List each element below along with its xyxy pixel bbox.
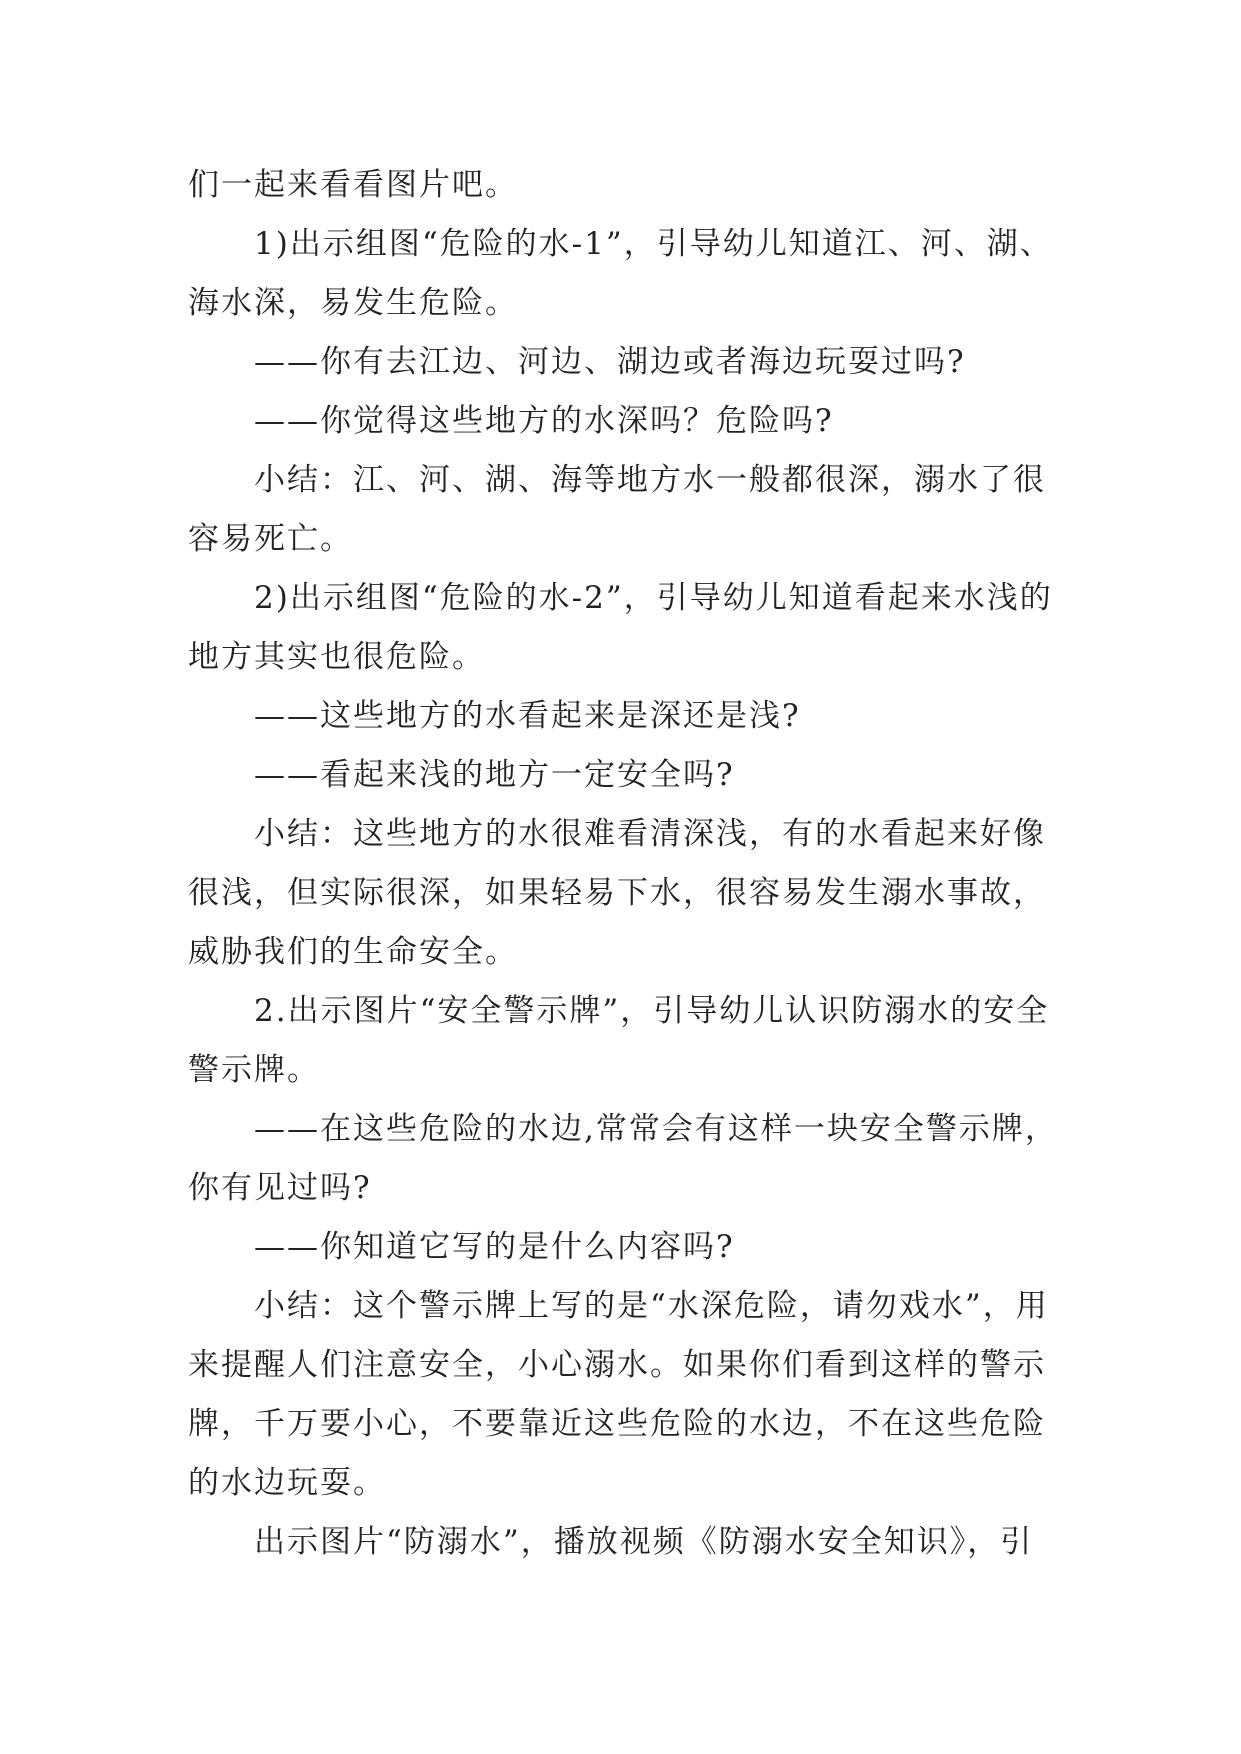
paragraph: ——你有去江边、河边、湖边或者海边玩耍过吗? [254, 344, 966, 380]
document-body [188, 156, 1068, 1572]
paragraph: ——看起来浅的地方一定安全吗? [254, 757, 735, 793]
paragraph: 2)出示组图“危险的水-2”，引导幼儿知道看起来水浅的地方其实也很危险。 [188, 580, 1053, 675]
paragraph: 1)出示组图“危险的水-1”，引导幼儿知道江、河、湖、海水深，易发生危险。 [188, 226, 1053, 321]
paragraph: 小结：这个警示牌上写的是“水深危险，请勿戏水”，用来提醒人们注意安全，小心溺水。如果你们看到这样的警示牌，千万要小心，不要靠近这些危险的水边，不在这些危险的水边玩耍。 [188, 1288, 1049, 1501]
paragraph: ——你觉得这些地方的水深吗？危险吗? [254, 403, 834, 439]
paragraph: 2.出示图片“安全警示牌”，引导幼儿认识防溺水的安全警示牌。 [188, 993, 1050, 1088]
paragraph: ——你知道它写的是什么内容吗? [254, 1229, 735, 1265]
paragraph: ——在这些危险的水边,常常会有这样一块安全警示牌，你有见过吗? [188, 1111, 1058, 1206]
paragraph: 小结：这些地方的水很难看清深浅，有的水看起来好像很浅，但实际很深，如果轻易下水，很容易发生溺水事故，威胁我们的生命安全。 [188, 816, 1046, 970]
paragraph: 出示图片“防溺水”，播放视频《防溺水安全知识》，引 [254, 1524, 1034, 1560]
paragraph: 小结：江、河、湖、海等地方水一般都很深，溺水了很容易死亡。 [188, 462, 1046, 557]
paragraph: 们一起来看看图片吧。 [188, 167, 518, 203]
paragraph: ——这些地方的水看起来是深还是浅? [254, 698, 801, 734]
